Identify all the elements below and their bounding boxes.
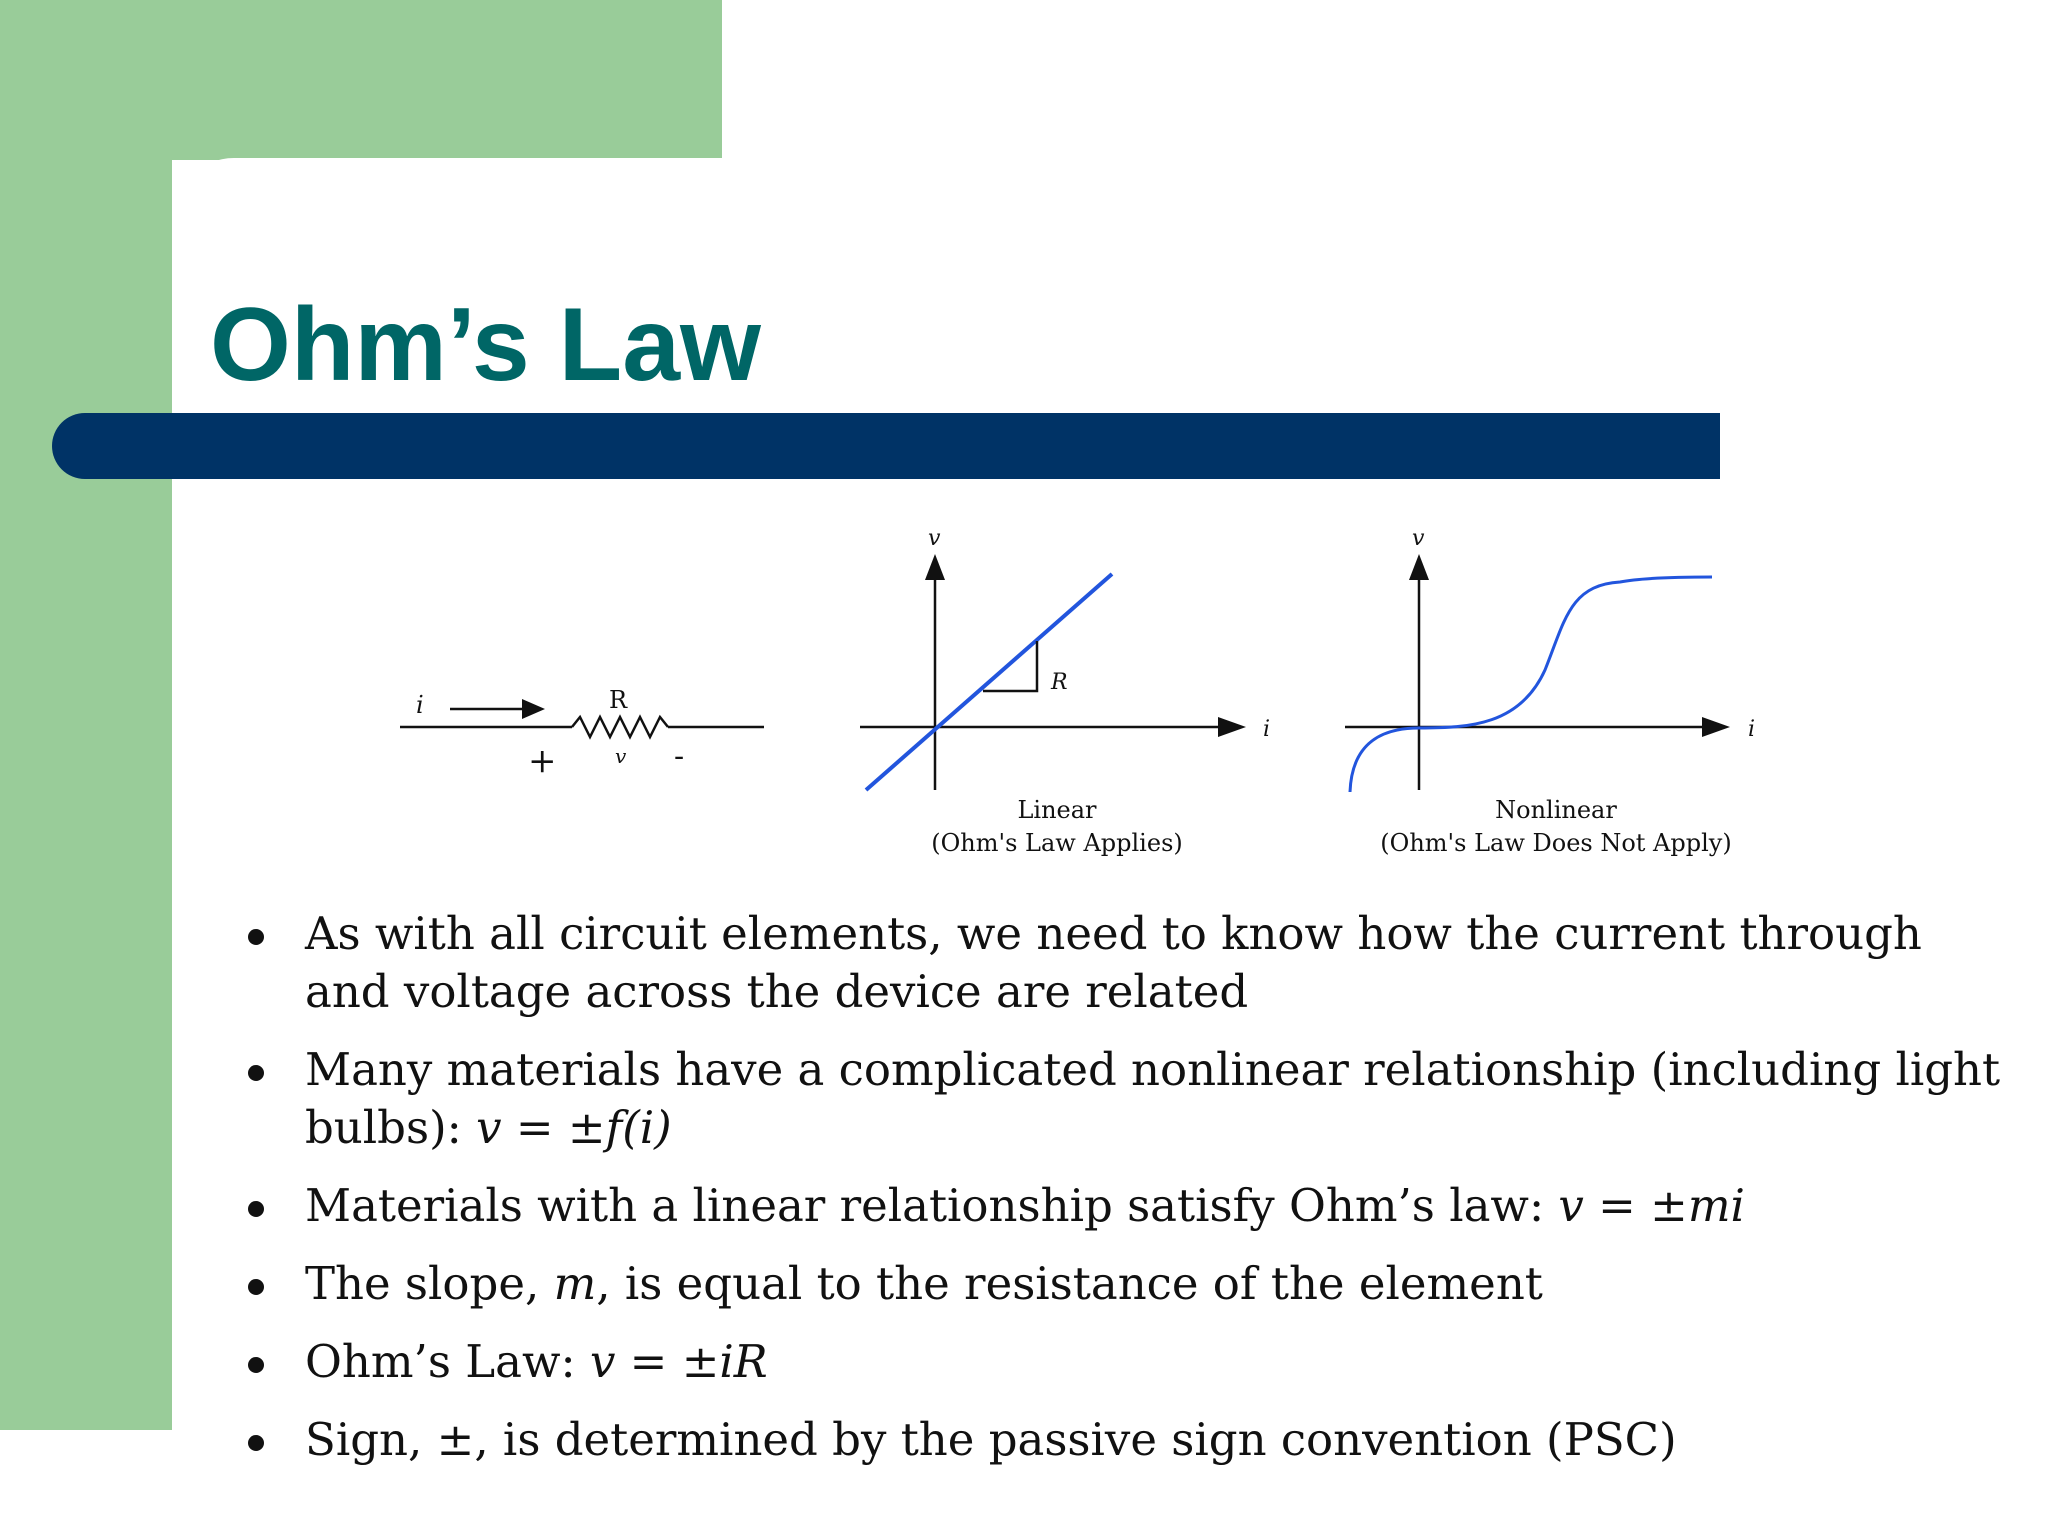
current-arrow-head: [522, 699, 545, 719]
nonlinear-x-arrow: [1702, 717, 1730, 737]
slope-label: R: [1051, 670, 1068, 695]
bullet-dot: [248, 1435, 264, 1451]
bullet-item: [240, 1333, 2020, 1391]
nonlinear-x-label: i: [1748, 717, 1756, 742]
resistor-label: R: [609, 686, 628, 714]
linear-data-line: [866, 574, 1112, 790]
bullet-dot: [248, 929, 264, 945]
nonlinear-y-arrow: [1409, 554, 1429, 580]
bullet-dot: [248, 1357, 264, 1373]
voltage-label: v: [615, 744, 627, 768]
minus-sign: -: [674, 739, 685, 774]
bullet-math: m: [553, 1257, 597, 1310]
nonlinear-caption-1: Nonlinear: [1495, 796, 1617, 824]
bullet-text: Many materials have a complicated nonlinear relationship (including light bulbs):: [305, 1043, 2001, 1154]
bullet-math: v = ±iR: [589, 1335, 768, 1388]
plus-sign: +: [528, 741, 557, 781]
bullet-text: As with all circuit elements, we need to know how the current through and voltage across the device are related: [305, 907, 1922, 1018]
linear-x-label: i: [1263, 717, 1271, 742]
bullet-text: Sign, ±, is determined by the passive sign convention (PSC): [305, 1413, 1677, 1466]
bullet-text: Ohm’s Law:: [305, 1335, 590, 1388]
linear-y-arrow: [925, 554, 945, 580]
bullet-item: [240, 1177, 2020, 1235]
nonlinear-y-label: v: [1412, 526, 1425, 551]
bullet-dot: [248, 1201, 264, 1217]
bullet-math: v = ±f(i): [476, 1101, 672, 1154]
slide-title: Ohm’s Law: [210, 287, 761, 403]
current-label: i: [416, 691, 424, 719]
bullet-text: Materials with a linear relationship satisfy Ohm’s law:: [305, 1179, 1559, 1232]
linear-x-arrow: [1218, 717, 1246, 737]
bullet-dot: [248, 1065, 264, 1081]
nonlinear-caption-2: (Ohm's Law Does Not Apply): [1380, 829, 1732, 857]
linear-y-label: v: [928, 526, 941, 551]
nonlinear-plot: [1345, 526, 1755, 857]
resistor-diagram: [400, 686, 764, 781]
bullet-list: [240, 905, 2020, 1489]
linear-caption-2: (Ohm's Law Applies): [931, 829, 1183, 857]
bullet-item: [240, 905, 2020, 1021]
bullet-math: v = ±mi: [1558, 1179, 1745, 1232]
bullet-text-before: The slope,: [305, 1257, 554, 1310]
bullet-item: [240, 1041, 2020, 1157]
resistor-zigzag: [572, 717, 668, 737]
bullet-text-after: , is equal to the resistance of the element: [596, 1257, 1543, 1310]
linear-caption-1: Linear: [1017, 796, 1097, 824]
bullet-item: [240, 1255, 2020, 1313]
bullet-item: [240, 1411, 2020, 1469]
bullet-dot: [248, 1279, 264, 1295]
nonlinear-data-curve: [1350, 577, 1712, 792]
linear-plot: [860, 526, 1270, 857]
